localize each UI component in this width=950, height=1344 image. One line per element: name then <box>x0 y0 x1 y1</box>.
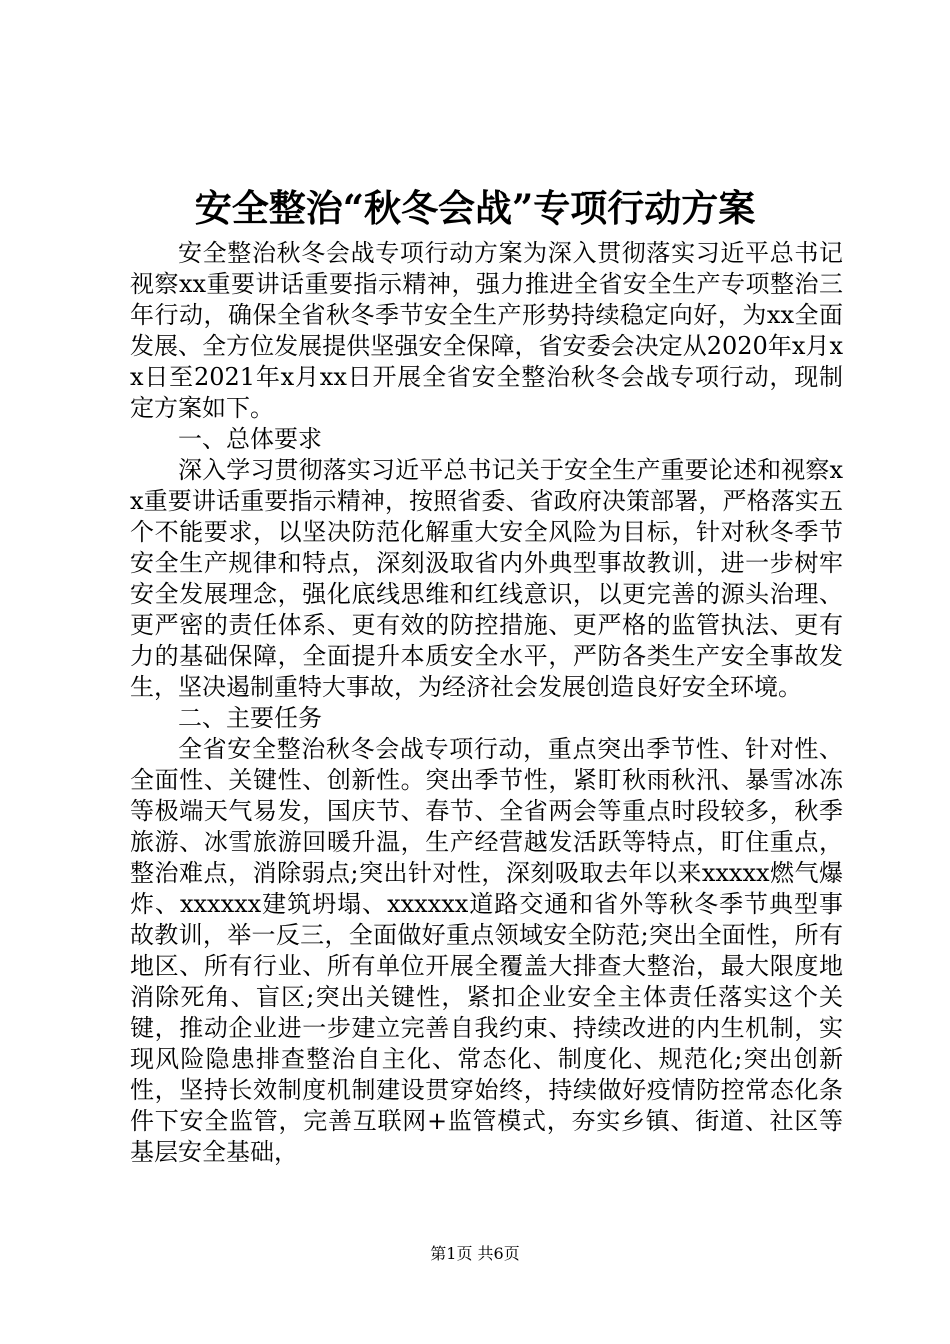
document-body <box>130 238 843 1168</box>
section-heading-main-tasks: 二、主要任务 <box>178 704 322 732</box>
page-footer: 第1页 共6页 <box>430 1244 520 1263</box>
paragraph-main-tasks: 全省安全整治秋冬会战专项行动，重点突出季节性、针对性、全面性、关键性、创新性。突出季节性，紧盯秋雨秋汛、暴雪冰冻等极端天气易发，国庆节、春节、全省两会等重点时段较多，秋季旅游、冰雪旅游回暖升温，生产经营越发活跃等特点，盯住重点，整治难点，消除弱点;突出针对性，深刻吸取去年以来xxxxx燃气爆炸、xxxxxx建筑坍塌、xxxxxx道路交通和省外等秋冬季节典型事故教训，举一反三，全面做好重点领域安全防范;突出全面性，所有地区、所有行业、所有单位开展全覆盖大排查大整治，最大限度地消除死角、盲区;突出关键性，紧扣企业安全主体责任落实这个关键，推动企业进一步建立完善自我约束、持续改进的内生机制，实现风险隐患排查整治自主化、常态化、制度化、规范化;突出创新性，坚持长效制度机制建设贯穿始终，持续做好疫情防控常态化条件下安全监管，完善互联网+监管模式，夯实乡镇、街道、社区等基层安全基础， <box>130 735 843 1166</box>
paragraph-intro: 安全整治秋冬会战专项行动方案为深入贯彻落实习近平总书记视察xx重要讲话重要指示精神，强力推进全省安全生产专项整治三年行动，确保全省秋冬季节安全生产形势持续稳定向好，为xx全面发展、全方位发展提供坚强安全保障，省安委会决定从2020年x月xx日至2021年x月xx日开展全省安全整治秋冬会战专项行动，现制定方案如下。 <box>130 239 843 422</box>
document-title: 安全整治“秋冬会战”专项行动方案 <box>194 186 756 230</box>
section-heading-general-requirements: 一、总体要求 <box>178 425 322 453</box>
paragraph-general-requirements: 深入学习贯彻落实习近平总书记关于安全生产重要论述和视察xx重要讲话重要指示精神，按照省委、省政府决策部署，严格落实五个不能要求，以坚决防范化解重大安全风险为目标，针对秋冬季节安全生产规律和特点，深刻汲取省内外典型事故教训，进一步树牢安全发展理念，强化底线思维和红线意识，以更完善的源头治理、更严密的责任体系、更有效的防控措施、更严格的监管执法、更有力的基础保障，全面提升本质安全水平，严防各类生产安全事故发生，坚决遏制重特大事故，为经济社会发展创造良好安全环境。 <box>130 456 843 701</box>
